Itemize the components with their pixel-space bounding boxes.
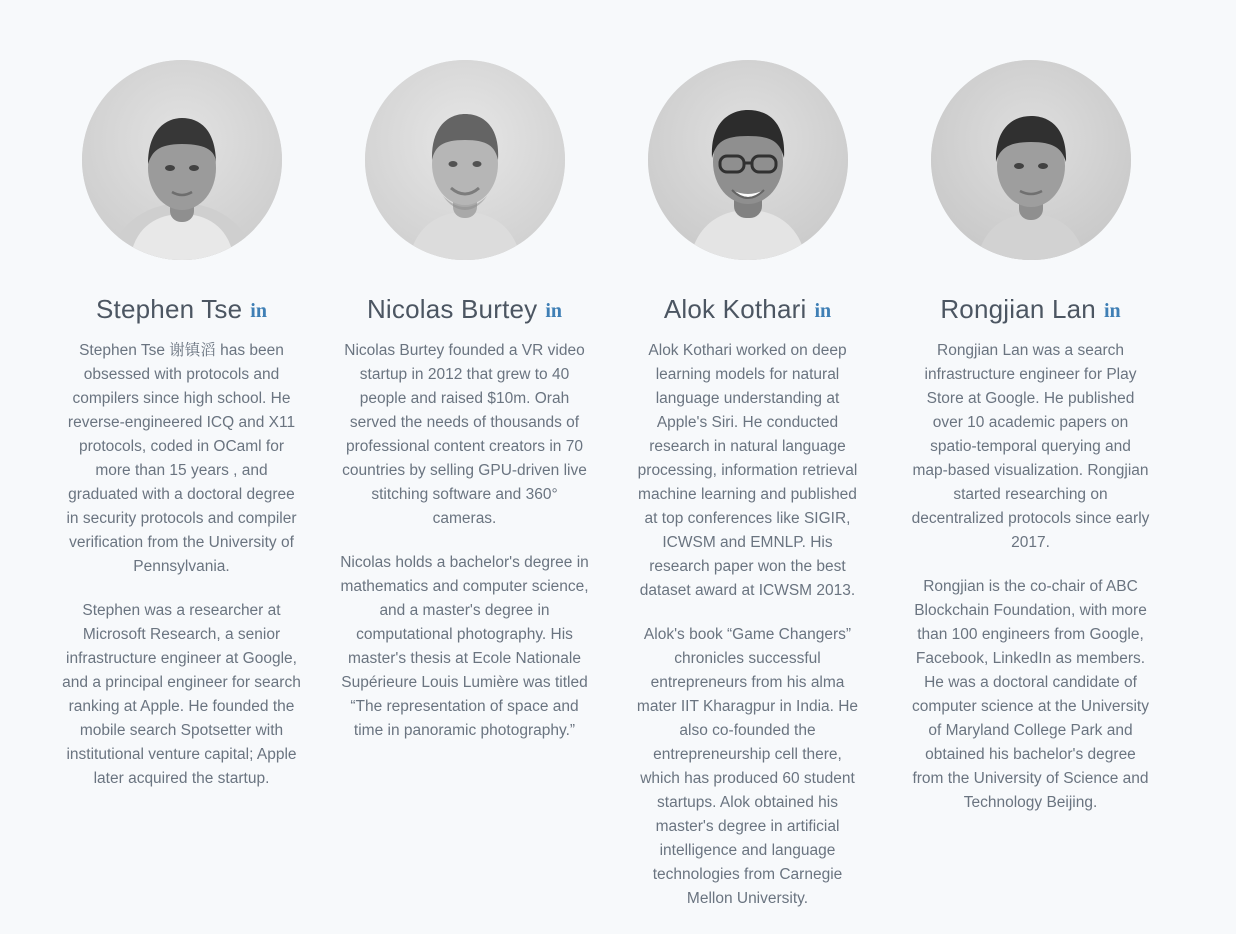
linkedin-icon[interactable]: in — [250, 300, 267, 322]
member-bio-paragraph: Stephen was a researcher at Microsoft Research, a senior infrastructure engineer at Google, and a principal engineer for search ranking at Apple. He founded the mobile search Spotsetter with institutional venture capital; Apple later acquired the startup. — [62, 602, 301, 788]
member-name: Rongjian Lan — [940, 294, 1096, 324]
member-name-row — [664, 294, 831, 325]
member-name-row — [940, 294, 1120, 325]
portrait-photo-icon — [82, 60, 282, 260]
member-name-row — [96, 294, 267, 325]
member-bio-paragraph: Rongjian Lan was a search infrastructure engineer for Play Store at Google. He published over 10 academic papers on spatio-temporal querying and map-based visualization. Rongjian started researching on decentralized protocols since early 2017. — [911, 342, 1150, 552]
team-member-card — [325, 60, 604, 743]
member-bio-paragraph: Rongjian is the co-chair of ABC Blockchain Foundation, with more than 100 engineers from Google, Facebook, LinkedIn as members. He was a doctoral candidate of computer science at the University of Maryland College Park and obtained his bachelor's degree from the University of Science and Technology Beijing. — [912, 578, 1149, 812]
avatar — [648, 60, 848, 260]
linkedin-icon[interactable]: in — [814, 300, 832, 322]
portrait-photo-icon — [365, 60, 565, 260]
avatar — [82, 60, 282, 260]
member-bio-paragraph: Stephen Tse 谢镇滔 has been obsessed with protocols and compilers since high school. He reverse-engineered ICQ and X11 protocols, coded in OCaml for more than 15 years , and graduated with a doctoral degree in security protocols and compiler verification from the University of Pennsylvania. — [66, 342, 297, 576]
team-member-card — [608, 60, 887, 911]
linkedin-icon[interactable]: in — [545, 300, 563, 322]
avatar — [931, 60, 1131, 260]
portrait-photo-icon — [931, 60, 1131, 260]
team-member-card — [891, 60, 1170, 815]
team-member-card — [42, 60, 321, 791]
linkedin-icon[interactable]: in — [1103, 300, 1121, 322]
member-name: Nicolas Burtey — [366, 294, 538, 324]
member-name-row — [367, 294, 562, 325]
member-name: Stephen Tse — [96, 294, 243, 324]
avatar — [365, 60, 565, 260]
member-bio-paragraph: Nicolas Burtey founded a VR video startup in 2012 that grew to 40 people and raised $10m. Orah served the needs of thousands of professional content creators in 70 countries by selling GPU-driven live stitching software and 360° cameras. — [342, 342, 587, 528]
member-bio-paragraph: Alok Kothari worked on deep learning models for natural language understanding at Apple's Siri. He conducted research in natural language processing, information retrieval machine learning and published at top conferences like SIGIR, ICWSM and EMNLP. His research paper won the best dataset award at ICWSM 2013. — [637, 342, 858, 600]
member-bio-paragraph: Alok's book “Game Changers” chronicles successful entrepreneurs from his alma mater IIT Kharagpur in India. He also co-founded the entrepreneurship cell there, which has produced 60 student startups. Alok obtained his master's degree in artificial intelligence and language technologies from Carnegie Mellon University. — [636, 626, 859, 908]
member-name: Alok Kothari — [663, 294, 807, 324]
member-bio-paragraph: Nicolas holds a bachelor's degree in mathematics and computer science, and a master's degree in computational photography. His master's thesis at Ecole Nationale Supérieure Louis Lumière was titled “The representation of space and time in panoramic photography.” — [340, 554, 589, 740]
portrait-photo-icon — [648, 60, 848, 260]
